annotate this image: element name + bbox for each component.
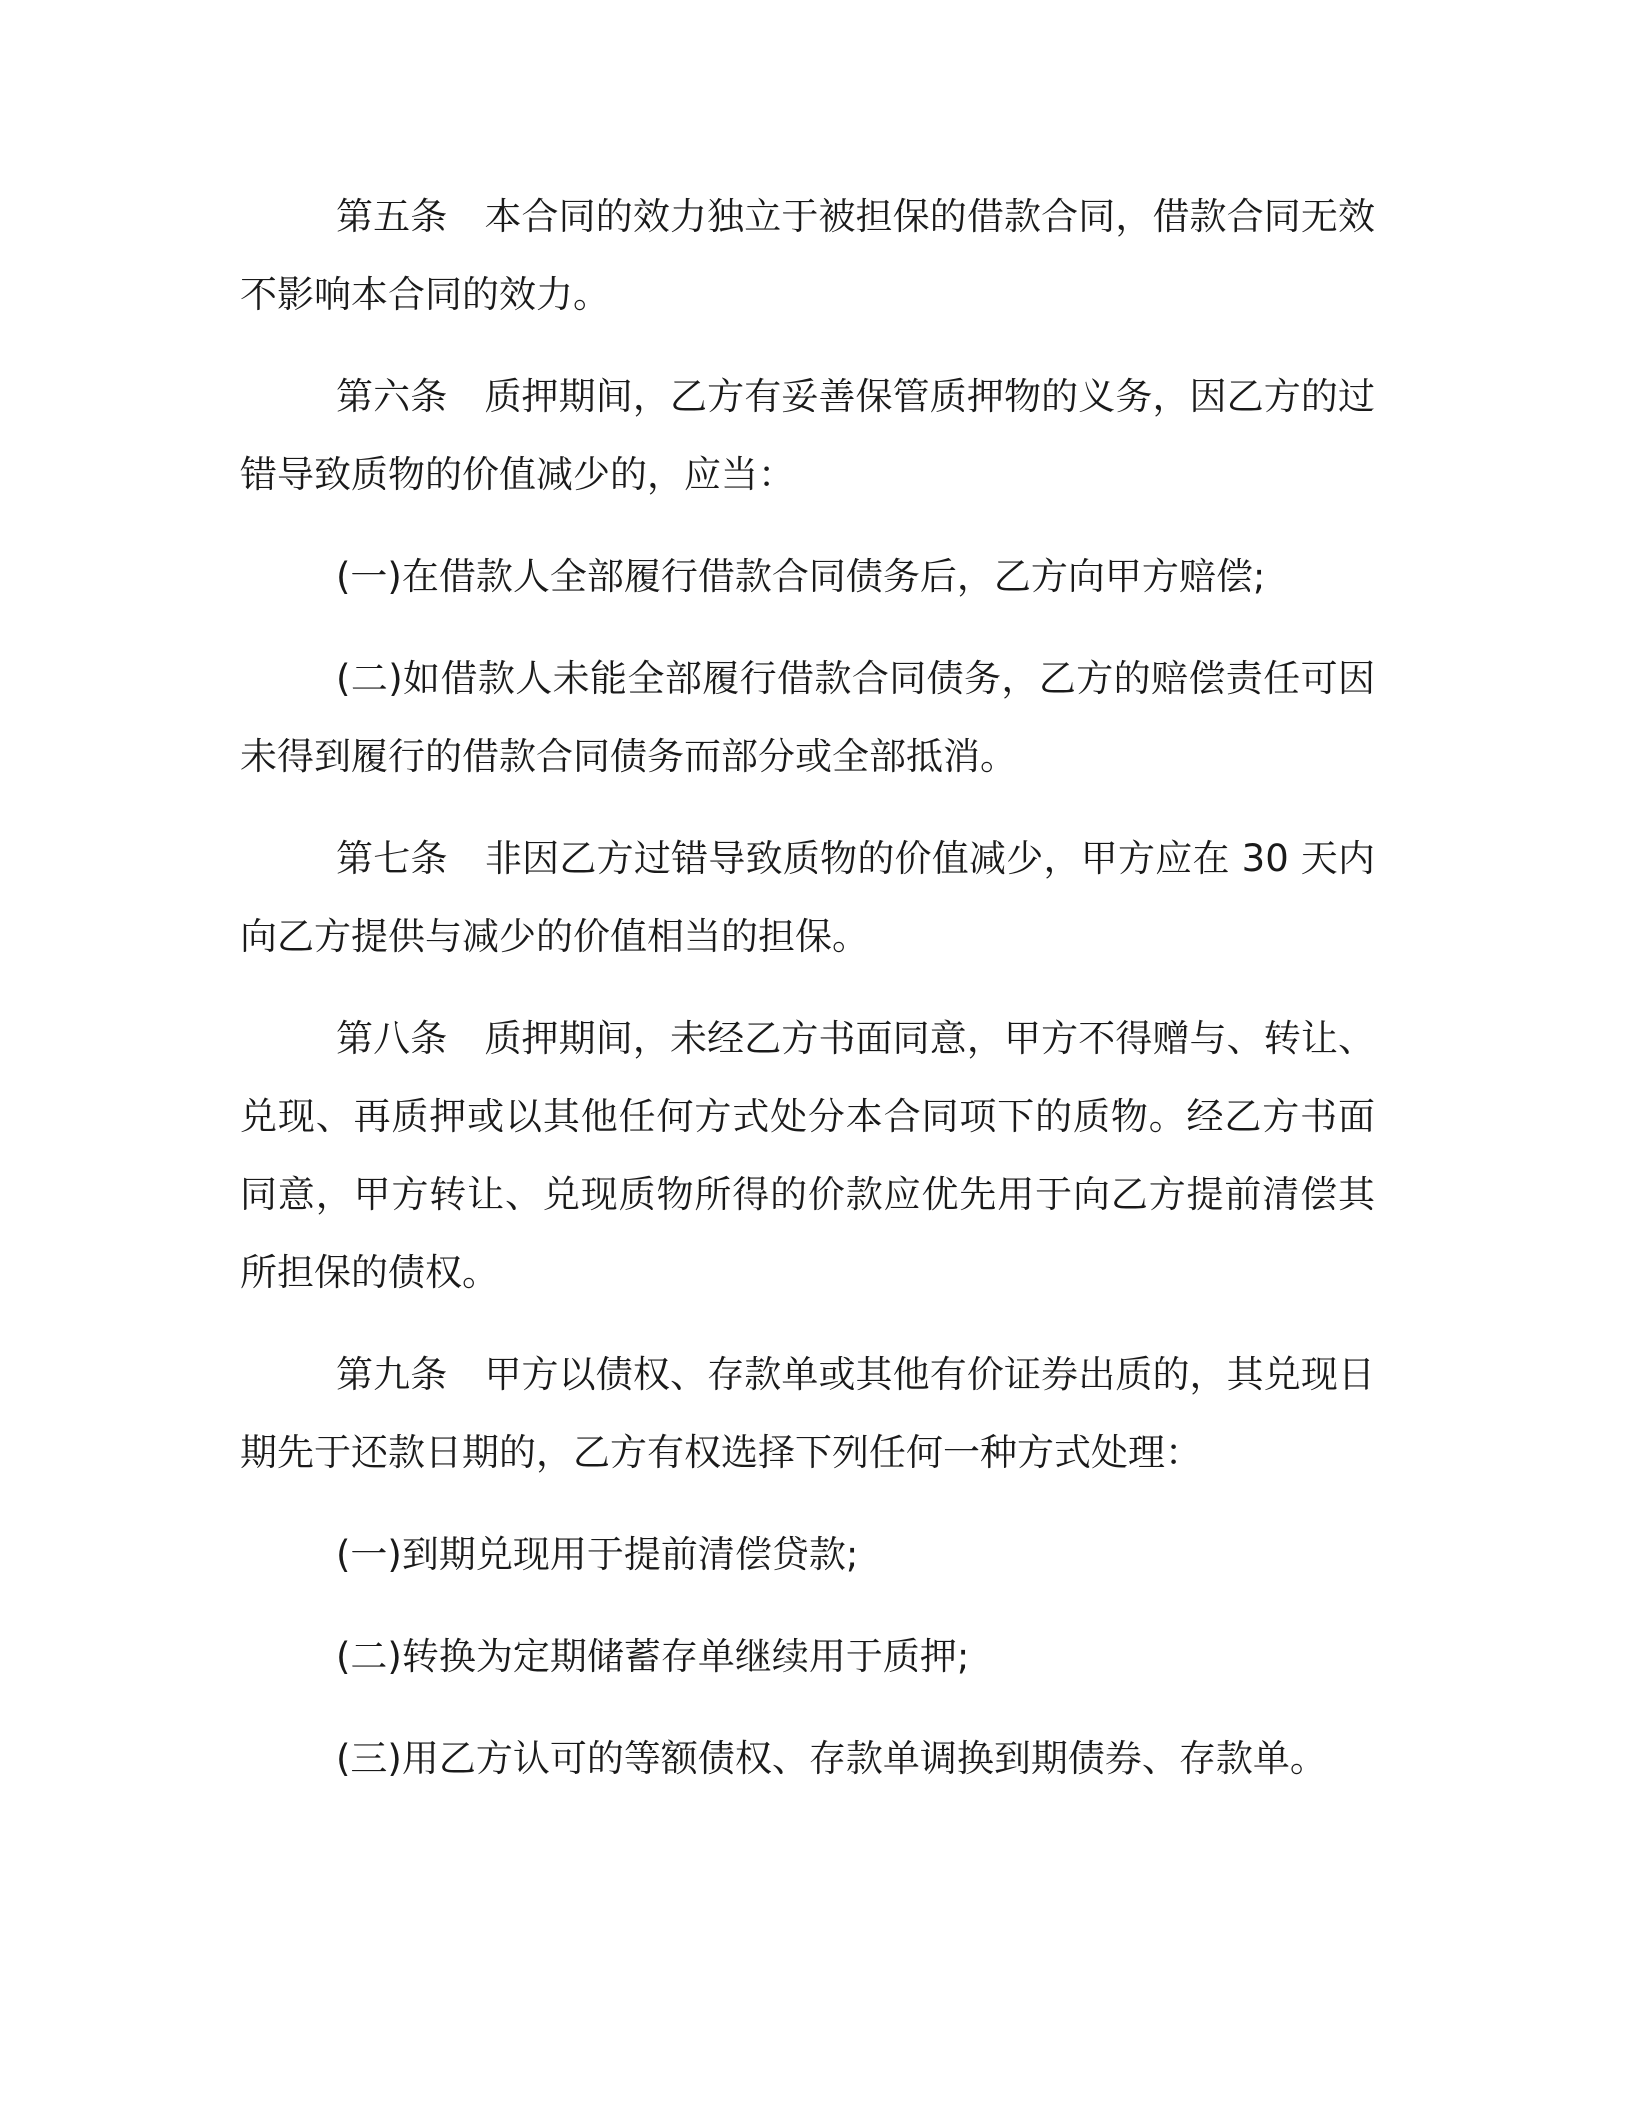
article-6-item-2: (二)如借款人未能全部履行借款合同债务，乙方的赔偿责任可因未得到履行的借款合同债务而部分或全部抵消。: [240, 657, 1375, 778]
article-5-paragraph: 第五条 本合同的效力独立于被担保的借款合同，借款合同无效不影响本合同的效力。: [240, 195, 1375, 316]
article-9-item-1: (一)到期兑现用于提前清偿贷款;: [336, 1533, 859, 1576]
article-9-paragraph: 第九条 甲方以债权、存款单或其他有价证券出质的，其兑现日期先于还款日期的，乙方有权选择下列任何一种方式处理：: [240, 1353, 1375, 1474]
article-9-item-2: (二)转换为定期储蓄存单继续用于质押;: [336, 1635, 970, 1678]
article-6-paragraph: 第六条 质押期间，乙方有妥善保管质押物的义务，因乙方的过错导致质物的价值减少的，应当：: [240, 375, 1375, 496]
article-7-paragraph: 第七条 非因乙方过错导致质物的价值减少，甲方应在 30 天内向乙方提供与减少的价值相当的担保。: [240, 837, 1375, 958]
article-6-item-1: (一)在借款人全部履行借款合同债务后，乙方向甲方赔偿;: [336, 555, 1266, 598]
article-9-item-3: (三)用乙方认可的等额债权、存款单调换到期债券、存款单。: [336, 1737, 1327, 1780]
document-body: [240, 178, 1375, 1822]
article-8-paragraph: 第八条 质押期间，未经乙方书面同意，甲方不得赠与、转让、兑现、再质押或以其他任何方式处分本合同项下的质物。经乙方书面同意，甲方转让、兑现质物所得的价款应优先用于向乙方提前清偿其所担保的债权。: [240, 1017, 1375, 1294]
